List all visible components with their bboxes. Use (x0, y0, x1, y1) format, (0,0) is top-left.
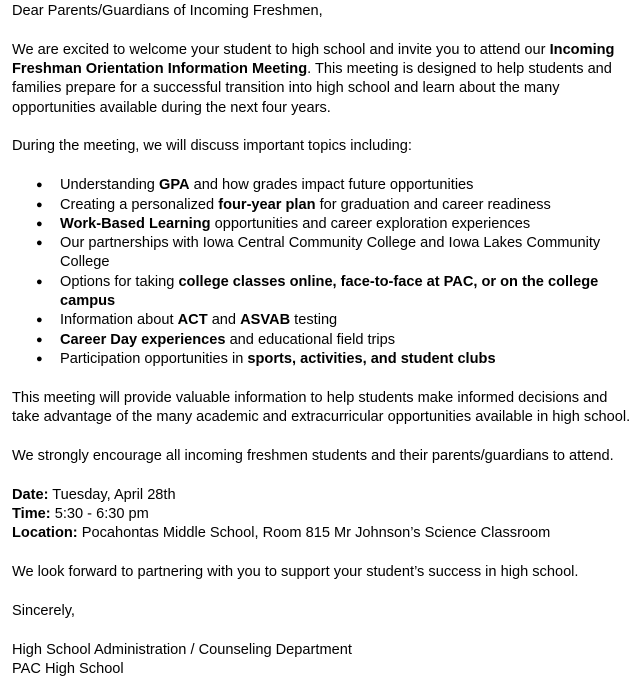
topic-bold: Career Day experiences (60, 331, 226, 348)
info-paragraph: This meeting will provide valuable information to help students make informed decisions and take advantage of the many academic and extracurricular opportunities available in high school. (12, 389, 631, 426)
topic-text: Options for taking (60, 273, 179, 290)
signoff: Sincerely, (12, 602, 75, 619)
meeting-name: Incoming Freshman Orientation Information Meeting (12, 41, 615, 78)
bullet-icon: ● (36, 352, 43, 365)
topic-bold: ACT (177, 312, 208, 329)
bullet-icon: ● (36, 179, 43, 192)
list-item (36, 234, 637, 273)
bullet-icon: ● (36, 333, 43, 346)
intro-text-1: We are excited to welcome your student to high school and invite you to attend our (12, 41, 550, 58)
topic-text: for graduation and career readiness (315, 196, 551, 213)
topic-text: Understanding (60, 177, 159, 194)
list-item (36, 273, 637, 312)
list-item (36, 215, 637, 234)
topic-bold: sports, activities, and student clubs (247, 350, 496, 367)
intro-text-2: . This meeting is designed to help students and families prepare for a successful transition into high school and learn about the many opportunities available during the next four years. (12, 61, 612, 116)
topic-text: and educational field trips (225, 331, 396, 348)
date-label: Date: (12, 486, 49, 503)
topic-text: Creating a personalized (60, 196, 219, 213)
topic-text: opportunities and career exploration experiences (210, 215, 531, 232)
meeting-details (12, 486, 637, 544)
topic-text: Our partnerships with Iowa Central Community College and Iowa Lakes Community College (60, 235, 601, 271)
bullet-icon: ● (36, 237, 43, 250)
encourage-paragraph: We strongly encourage all incoming freshmen students and their parents/guardians to attend. (12, 447, 614, 464)
signature-block (12, 641, 637, 679)
topics-list (12, 176, 637, 369)
topic-bold: Work-Based Learning (60, 215, 211, 232)
date-value: Tuesday, April 28th (48, 486, 176, 503)
topics-intro: During the meeting, we will discuss important topics including: (12, 138, 412, 155)
intro-paragraph (12, 41, 637, 118)
date-line (12, 486, 637, 505)
time-value: 5:30 - 6:30 pm (50, 505, 149, 522)
bullet-icon: ● (36, 314, 43, 327)
list-item (36, 311, 637, 330)
list-item (36, 350, 637, 369)
topic-bold: four-year plan (218, 196, 316, 213)
location-value: Pocahontas Middle School, Room 815 Mr Johnson’s Science Classroom (77, 525, 551, 542)
list-item (36, 331, 637, 350)
topic-text: Participation opportunities in (60, 350, 248, 367)
topic-bold: ASVAB (240, 312, 291, 329)
bullet-icon: ● (36, 275, 43, 288)
greeting: Dear Parents/Guardians of Incoming Freshmen, (12, 3, 323, 19)
time-line (12, 505, 637, 524)
bullet-icon: ● (36, 198, 43, 211)
list-item (36, 176, 637, 195)
closing-line: We look forward to partnering with you to support your student’s success in high school. (12, 564, 579, 581)
topic-text: Information about (60, 312, 178, 329)
location-line (12, 524, 637, 543)
topic-text: testing (290, 312, 338, 329)
signature-school: PAC High School (12, 660, 124, 677)
topic-text: and (207, 312, 241, 329)
topic-bold: college classes online, face-to-face at PAC, or on the college campus (60, 273, 599, 310)
bullet-icon: ● (36, 217, 43, 230)
list-item (36, 196, 637, 215)
time-label: Time: (12, 505, 51, 522)
topic-text: and how grades impact future opportunities (189, 177, 474, 194)
location-label: Location: (12, 525, 78, 542)
topic-bold: GPA (158, 177, 190, 194)
signature-department: High School Administration / Counseling Department (12, 641, 352, 658)
